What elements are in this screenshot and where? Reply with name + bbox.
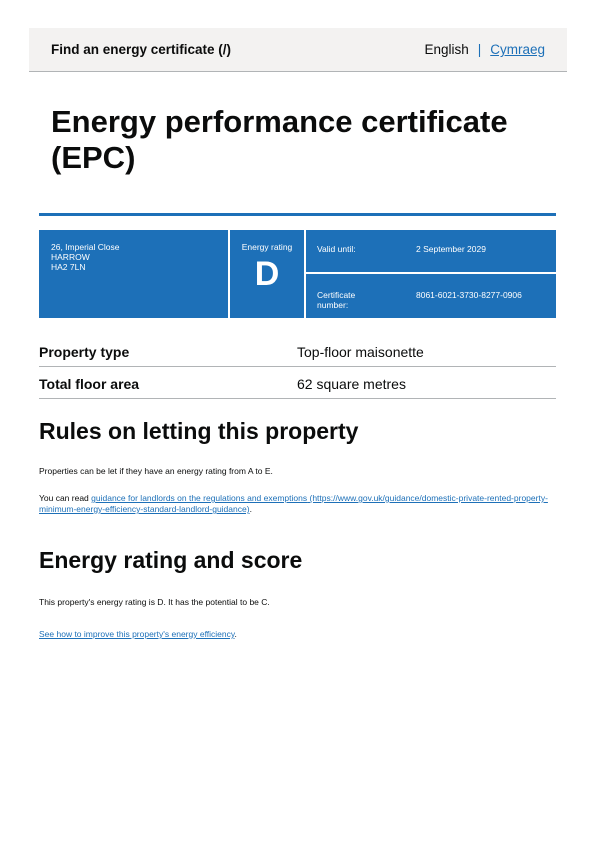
guidance-prefix: You can read xyxy=(39,493,92,503)
lang-english: English xyxy=(424,42,469,57)
fact-value: Top-floor maisonette xyxy=(297,344,424,360)
valid-until-value: 2 September 2029 xyxy=(416,244,486,254)
property-facts-list xyxy=(39,335,556,399)
address-line: HARROW xyxy=(51,252,90,262)
certificate-number-label xyxy=(317,290,355,310)
valid-until-label: Valid until: xyxy=(317,244,356,254)
fact-label: Total floor area xyxy=(39,376,140,392)
energy-rating-heading: Energy rating and score xyxy=(39,547,303,573)
fact-value: 62 square metres xyxy=(297,376,406,392)
lang-separator: | xyxy=(477,42,482,57)
improve-paragraph xyxy=(39,629,549,640)
rules-paragraph: Properties can be let if they have an energy rating from A to E. xyxy=(39,466,273,476)
energy-rating-label: Energy rating xyxy=(241,242,293,252)
page-title: Energy performance certificate (EPC) xyxy=(51,104,508,175)
panel-divider xyxy=(306,272,556,274)
language-switcher xyxy=(424,42,545,57)
fact-label: Property type xyxy=(39,344,130,360)
certificate-number-value: 8061-6021-3730-8277-0906 xyxy=(416,290,522,300)
panel-divider xyxy=(304,230,306,318)
landlord-guidance-link-text: guidance for landlords on the regulations and exemptions xyxy=(91,493,308,503)
certificate-label-line: number: xyxy=(317,300,349,310)
address-line: HA2 7LN xyxy=(51,262,86,272)
property-address xyxy=(51,242,120,272)
certificate-label-line: Certificate xyxy=(317,290,356,300)
guidance-suffix: . xyxy=(249,504,252,514)
improve-efficiency-link[interactable]: See how to improve this property's energy efficiency xyxy=(39,629,235,639)
guidance-paragraph xyxy=(39,493,549,515)
improve-suffix: . xyxy=(234,629,237,639)
title-divider xyxy=(39,213,556,216)
energy-rating-letter: D xyxy=(254,255,280,293)
landlord-guidance-link[interactable] xyxy=(39,493,548,514)
lang-cymraeg-link[interactable]: Cymraeg xyxy=(490,42,545,57)
fact-row-floor-area xyxy=(39,367,556,399)
address-line: 26, Imperial Close xyxy=(51,242,120,252)
energy-rating-paragraph: This property's energy rating is D. It has the potential to be C. xyxy=(39,597,270,607)
landlord-guidance-url: (https://www.gov.uk/guidance/domestic-private-rented-property-minimum-energy-efficiency-standard-landlord-guidance) xyxy=(39,493,548,514)
fact-row-property-type xyxy=(39,335,556,367)
rules-heading: Rules on letting this property xyxy=(39,418,359,444)
service-name-link[interactable]: Find an energy certificate (/) xyxy=(51,42,232,57)
site-header xyxy=(29,28,567,72)
epc-summary-panel xyxy=(39,230,556,318)
